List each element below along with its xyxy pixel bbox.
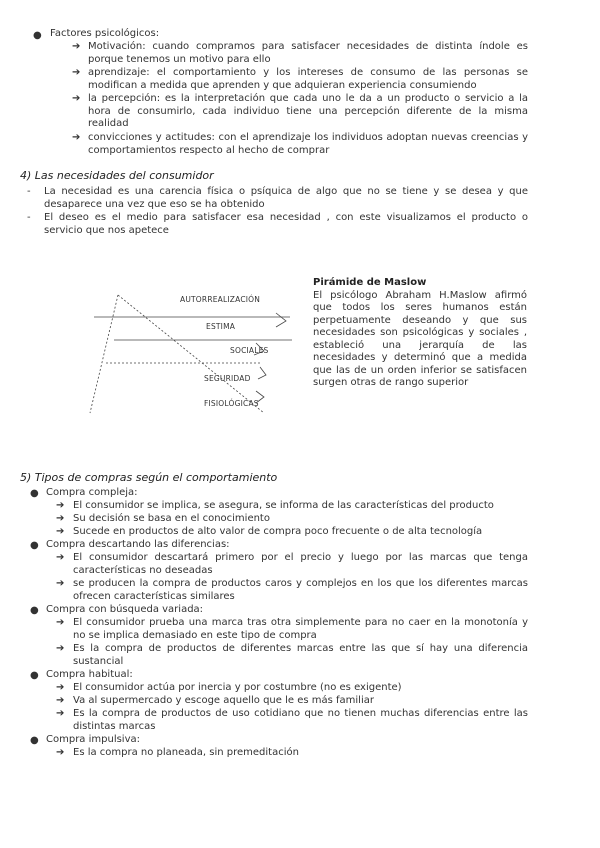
bullet-dot: ● bbox=[30, 605, 39, 616]
arrow-icon: ➔ bbox=[56, 552, 65, 563]
purchase-type-item: El consumidor prueba una marca tras otra simplemente para no caer en la monotonía y no se implica demasiado en este tipo de compra bbox=[73, 617, 528, 641]
arrow-icon: ➔ bbox=[56, 500, 65, 511]
purchase-type-item: Es la compra de productos de diferentes marcas entre las que sí hay una diferencia sustancial bbox=[73, 643, 528, 667]
bullet-dot: ● bbox=[30, 670, 39, 681]
bullet-dot: ● bbox=[30, 540, 39, 551]
purchase-type-label: Compra con búsqueda variada: bbox=[46, 604, 204, 615]
arrow-icon: ➔ bbox=[56, 708, 65, 719]
purchase-type-item: El consumidor actúa por inercia y por costumbre (no es exigente) bbox=[73, 682, 402, 693]
arrow-icon: ➔ bbox=[72, 93, 81, 104]
purchase-type-item: Es la compra de productos de uso cotidiano que no tienen muchas diferencias entre las distintas marcas bbox=[73, 708, 528, 732]
purchase-type-label: Compra impulsiva: bbox=[46, 734, 140, 745]
factor-item: convicciones y actitudes: con el aprendizaje los individuos adoptan nuevas creencias y comportamientos respecto al hecho de comprar bbox=[88, 132, 528, 156]
arrow-icon: ➔ bbox=[72, 67, 81, 78]
pyramid-level-label: ESTIMA bbox=[206, 322, 236, 331]
factor-item: Motivación: cuando compramos para satisfacer necesidades de distinta índole es porque tenemos un motivo para ello bbox=[88, 41, 528, 65]
arrow-icon: ➔ bbox=[72, 41, 81, 52]
arrow-icon: ➔ bbox=[56, 682, 65, 693]
arrow-icon: ➔ bbox=[56, 695, 65, 706]
arrow-icon: ➔ bbox=[56, 513, 65, 524]
purchase-type-item: Es la compra no planeada, sin premeditación bbox=[73, 747, 299, 758]
purchase-type-item: El consumidor descartará primero por el precio y luego por las marcas que tenga características no deseadas bbox=[73, 552, 528, 576]
arrow-icon: ➔ bbox=[72, 132, 81, 143]
purchase-type-label: Compra compleja: bbox=[46, 487, 138, 498]
maslow-pyramid-diagram bbox=[80, 285, 300, 420]
arrow-icon: ➔ bbox=[56, 526, 65, 537]
maslow-title: Pirámide de Maslow bbox=[313, 277, 427, 288]
arrow-icon: ➔ bbox=[56, 643, 65, 654]
pyramid-arrow-icon bbox=[276, 313, 286, 327]
pyramid-level-label: FISIOLÓGICAS bbox=[204, 399, 259, 408]
need-item: El deseo es el medio para satisfacer esa necesidad , con este visualizamos el producto o servicio que nos apetece bbox=[44, 212, 528, 236]
bullet-dot: ● bbox=[33, 30, 42, 41]
purchase-type-item: Va al supermercado y escoge aquello que le es más familiar bbox=[73, 695, 374, 706]
arrow-icon: ➔ bbox=[56, 578, 65, 589]
purchase-type-item: El consumidor se implica, se asegura, se informa de las características del producto bbox=[73, 500, 494, 511]
purchase-type-label: Compra habitual: bbox=[46, 669, 133, 680]
arrow-icon: ➔ bbox=[56, 617, 65, 628]
pyramid-level-label: SEGURIDAD bbox=[204, 374, 251, 383]
arrow-icon: ➔ bbox=[56, 747, 65, 758]
maslow-text: El psicólogo Abraham H.Maslow afirmó que todos los seres humanos están perpetuamente deseando y que sus necesidades son psicológicas y sociales , estableció una jerarquía de las necesidades y determinó que a medida que las de un orden inferior se satisfacen surgen otras de rango superior bbox=[313, 289, 527, 388]
dash-marker: - bbox=[27, 186, 31, 197]
purchase-type-item: se producen la compra de productos caros y complejos en los que los diferentes marcas ofrecen características similares bbox=[73, 578, 528, 602]
factor-item: la percepción: es la interpretación que cada uno le da a un producto o servicio a la hora de consumirlo, cada individuo tiene una percepción diferente de la misma realidad bbox=[88, 93, 528, 129]
dash-marker: - bbox=[27, 212, 31, 223]
maslow-description bbox=[313, 277, 527, 390]
pyramid-left-edge bbox=[90, 295, 118, 413]
pyramid-level-label: SOCIALES bbox=[230, 346, 269, 355]
factors-label: Factores psicológicos: bbox=[50, 28, 160, 39]
purchase-type-label: Compra descartando las diferencias: bbox=[46, 539, 230, 550]
bullet-dot: ● bbox=[30, 488, 39, 499]
pyramid-level-label: AUTORREALIZACIÓN bbox=[180, 295, 261, 304]
bullet-dot: ● bbox=[30, 735, 39, 746]
factor-item: aprendizaje: el comportamiento y los intereses de consumo de las personas se modifican a medida que aprenden y que adquieran experiencia consumiendo bbox=[88, 67, 528, 91]
section-title: 4) Las necesidades del consumidor bbox=[20, 169, 214, 182]
purchase-type-item: Sucede en productos de alto valor de compra poco frecuente o de alta tecnología bbox=[73, 526, 483, 537]
purchase-type-item: Su decisión se basa en el conocimiento bbox=[73, 513, 270, 524]
pyramid-arrow-icon bbox=[258, 367, 266, 379]
section-title: 5) Tipos de compras según el comportamiento bbox=[20, 471, 278, 484]
need-item: La necesidad es una carencia física o psíquica de algo que no se tiene y se desea y que desaparece una vez que eso se ha obtenido bbox=[44, 186, 528, 210]
